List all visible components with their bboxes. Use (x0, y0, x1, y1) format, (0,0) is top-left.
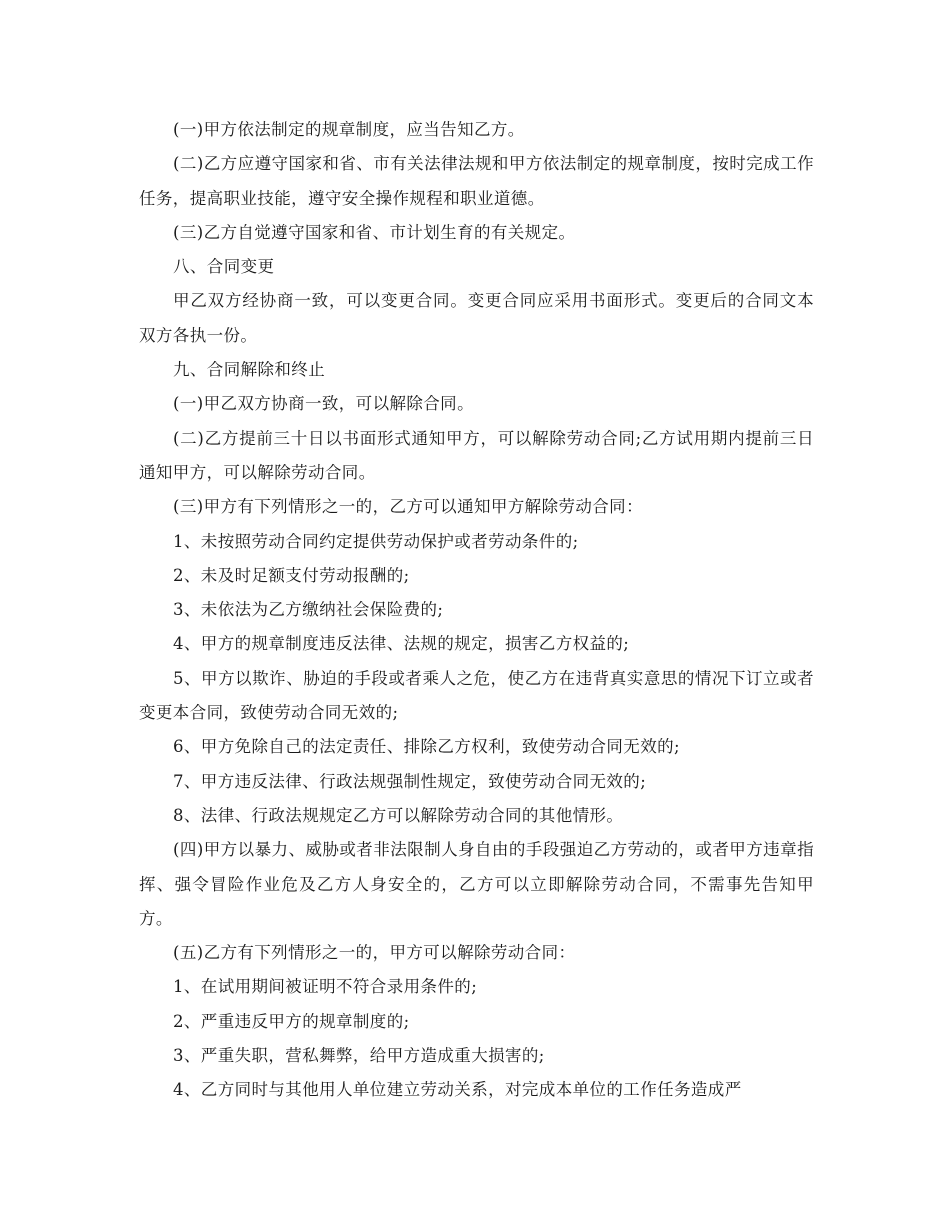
document-body (139, 113, 814, 1108)
list-item-5: 5、甲方以欺诈、胁迫的手段或者乘人之危，使乙方在违背真实意思的情况下订立或者变更本合同，致使劳动合同无效的; (139, 668, 814, 723)
list-item-8: 8、法律、行政法规规定乙方可以解除劳动合同的其他情形。 (173, 805, 624, 825)
list-item-4: 4、甲方的规章制度违反法律、法规的规定，损害乙方权益的; (173, 634, 630, 654)
list-item-b4: 4、乙方同时与其他用人单位建立劳动关系，对完成本单位的工作任务造成严 (173, 1080, 742, 1100)
paragraph-2: (二)乙方应遵守国家和省、市有关法律法规和甲方依法制定的规章制度，按时完成工作任务，提高职业技能，遵守安全操作规程和职业道德。 (139, 154, 814, 208)
section-heading-9: 九、合同解除和终止 (173, 360, 326, 380)
list-item-3: 3、未依法为乙方缴纳社会保险费的; (173, 600, 444, 620)
paragraph-19: (五)乙方有下列情形之一的，甲方可以解除劳动合同： (173, 943, 576, 963)
paragraph-18: (四)甲方以暴力、威胁或者非法限制人身自由的手段强迫乙方劳动的，或者甲方违章指挥、强令冒险作业危及乙方人身安全的，乙方可以立即解除劳动合同，不需事先告知甲方。 (139, 840, 814, 928)
paragraph-1: (一)甲方依法制定的规章制度，应当告知乙方。 (173, 120, 525, 139)
list-item-2: 2、未及时足额支付劳动报酬的; (173, 565, 410, 585)
list-item-b1: 1、在试用期间被证明不符合录用条件的; (173, 977, 478, 997)
list-item-6: 6、甲方免除自己的法定责任、排除乙方权利，致使劳动合同无效的; (173, 737, 680, 757)
paragraph-5: 甲乙双方经协商一致，可以变更合同。变更合同应采用书面形式。变更后的合同文本双方各执一份。 (139, 291, 814, 345)
list-item-1: 1、未按照劳动合同约定提供劳动保护或者劳动条件的; (173, 531, 579, 551)
list-item-b2: 2、严重违反甲方的规章制度的; (173, 1011, 410, 1031)
paragraph-7: (一)甲乙双方协商一致，可以解除合同。 (173, 394, 474, 414)
paragraph-9: (三)甲方有下列情形之一的，乙方可以通知甲方解除劳动合同： (173, 497, 643, 517)
list-item-7: 7、甲方违反法律、行政法规强制性规定，致使劳动合同无效的; (173, 771, 647, 791)
paragraph-3: (三)乙方自觉遵守国家和省、市计划生育的有关规定。 (173, 222, 576, 242)
paragraph-8: (二)乙方提前三十日以书面形式通知甲方，可以解除劳动合同;乙方试用期内提前三日通知甲方，可以解除劳动合同。 (139, 428, 814, 482)
section-heading-8: 八、合同变更 (173, 257, 275, 277)
list-item-b3: 3、严重失职，营私舞弊，给甲方造成重大损害的; (173, 1046, 545, 1066)
